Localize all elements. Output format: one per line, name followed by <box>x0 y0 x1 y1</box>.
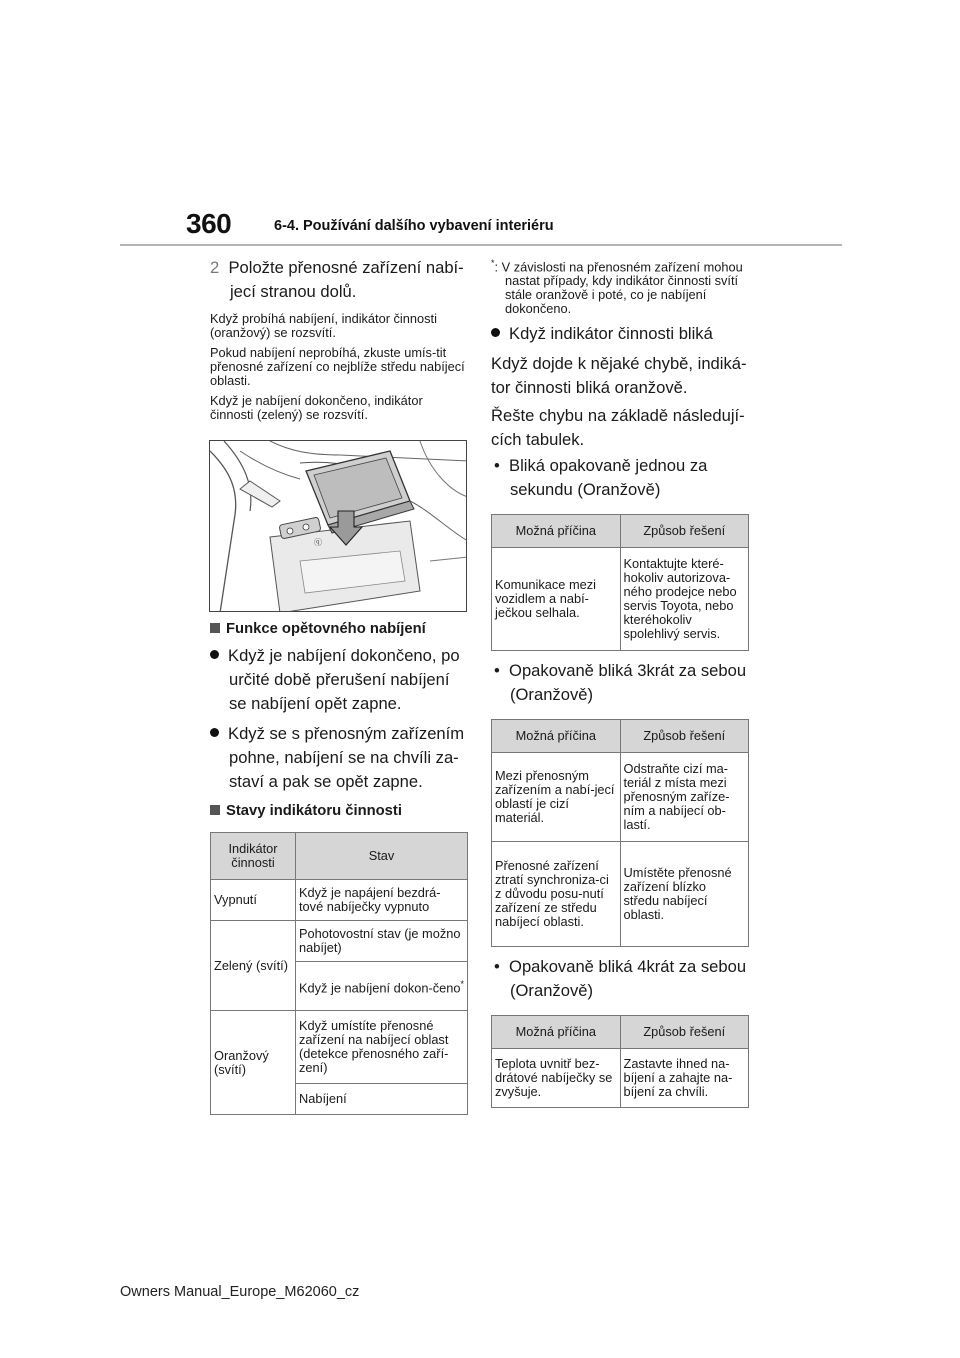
col-header-state: Stav <box>296 833 468 880</box>
recharge-bullet-1: Když je nabíjení dokončeno, po určité době přerušení nabíjení se nabíjení opět zapne. <box>210 644 468 716</box>
indicator-off: Vypnutí <box>211 880 296 921</box>
footer-text: Owners Manual_Europe_M62060_cz <box>120 1284 360 1300</box>
table-blink-once <box>491 514 749 651</box>
solution-recenter: Umístěte přenosné zařízení blízko středu nabíjecí oblasti. <box>620 842 749 947</box>
wireless-charger-drawing <box>210 441 467 612</box>
col-header-solution: Způsob řešení <box>620 1016 749 1049</box>
states-heading: Stavy indikátoru činnosti <box>210 802 468 820</box>
square-bullet-icon <box>210 623 220 633</box>
note-not-charging: Pokud nabíjení neprobíhá, zkuste umís-tit přenosné zařízení co nejblíže středu nabíjecí oblasti. <box>210 345 465 388</box>
sub-case-2: • Opakovaně bliká 3krát za sebou (Oranžově) <box>494 661 747 705</box>
left-column-lower <box>210 620 468 1115</box>
sub-case-3: • Opakovaně bliká 4krát za sebou (Oranžově) <box>494 957 747 1001</box>
state-detection: Když umístíte přenosné zařízení na nabíjecí oblast (detekce přenosného zaří-zení) <box>296 1011 468 1084</box>
recharge-heading: Funkce opětovného nabíjení <box>210 620 468 638</box>
section-title: 6-4. Používání dalšího vybavení interiéru <box>274 218 554 234</box>
svg-text:ⓠ: ⓠ <box>314 538 322 547</box>
recharge-bullet-2: Když se s přenosným zařízením pohne, nabíjení se na chvíli za-staví a pak se opět zapne. <box>210 722 468 794</box>
bullet-icon <box>210 728 219 737</box>
page-number: 360 <box>186 208 232 239</box>
col-header-cause: Možná příčina <box>492 1016 621 1049</box>
blink-heading: Když indikátor činnosti bliká <box>491 322 749 346</box>
indicator-states-table <box>210 832 468 1115</box>
solution-remove-material: Odstraňte cizí ma-teriál z místa mezi přenosným zaříze-ním a nabíjecí ob-lastí. <box>620 753 749 842</box>
cause-communication: Komunikace mezi vozidlem a nabí-ječkou selhala. <box>492 548 621 651</box>
bullet-icon <box>491 328 500 337</box>
right-column <box>491 256 749 1108</box>
col-header-cause: Možná příčina <box>492 515 621 548</box>
col-header-solution: Způsob řešení <box>620 720 749 753</box>
step-text: Položte přenosné zařízení nabí-jecí stranou dolů. <box>228 258 464 301</box>
col-header-solution: Způsob řešení <box>620 515 749 548</box>
note-charging: Když probíhá nabíjení, indikátor činnosti (oranžový) se rozsvítí. <box>210 311 437 340</box>
sub-case-1: • Bliká opakovaně jednou za sekundu (Oranžově) <box>494 456 708 500</box>
state-charging: Nabíjení <box>296 1084 468 1115</box>
state-standby: Pohotovostní stav (je možno nabíjet) <box>296 921 468 962</box>
footnote: *: V závislosti na přenosném zařízení mohou nastat případy, kdy indikátor činnosti svítí stále oranžově i poté, co je nabíjení dokončeno. <box>491 258 743 317</box>
cause-temperature: Teplota uvnitř bez-drátové nabíječky se zvyšuje. <box>492 1049 621 1108</box>
indicator-green: Zelený (svítí) <box>211 921 296 1011</box>
step-number: 2 <box>210 258 220 277</box>
table-blink-3x <box>491 719 749 947</box>
solution-stop-charging: Zastavte ihned na-bíjení a zahajte na-bíjení za chvíli. <box>620 1049 749 1108</box>
indicator-orange: Oranžový (svítí) <box>211 1011 296 1115</box>
state-complete: Když je nabíjení dokon-čeno* <box>296 962 468 1011</box>
square-bullet-icon <box>210 805 220 815</box>
note-complete: Když je nabíjení dokončeno, indikátor činnosti (zelený) se rozsvítí. <box>210 393 423 422</box>
table-blink-4x <box>491 1015 749 1108</box>
left-column <box>210 256 468 422</box>
col-header-indicator: Indikátor činnosti <box>211 833 296 880</box>
bullet-icon <box>210 650 219 659</box>
col-header-cause: Možná příčina <box>492 720 621 753</box>
charger-illustration <box>209 440 467 612</box>
step-2 <box>210 256 468 304</box>
blink-intro-2: Řešte chybu na základě následují-cích tabulek. <box>491 406 745 450</box>
solution-contact-dealer: Kontaktujte které-hokoliv autorizova-ného prodejce nebo servis Toyota, nebo kteréhokoliv spolehlivý servis. <box>620 548 749 651</box>
cause-foreign-material: Mezi přenosným zařízením a nabí-jecí oblastí je cizí materiál. <box>492 753 621 842</box>
cause-sync-lost: Přenosné zařízení ztratí synchroniza-ci z důvodu posu-nutí zařízení ze středu nabíjecí oblasti. <box>492 842 621 947</box>
header-divider <box>120 244 842 246</box>
blink-intro-1: Když dojde k nějaké chybě, indiká-tor činnosti bliká oranžově. <box>491 354 747 398</box>
state-off: Když je napájení bezdrá-tové nabíječky vypnuto <box>296 880 468 921</box>
